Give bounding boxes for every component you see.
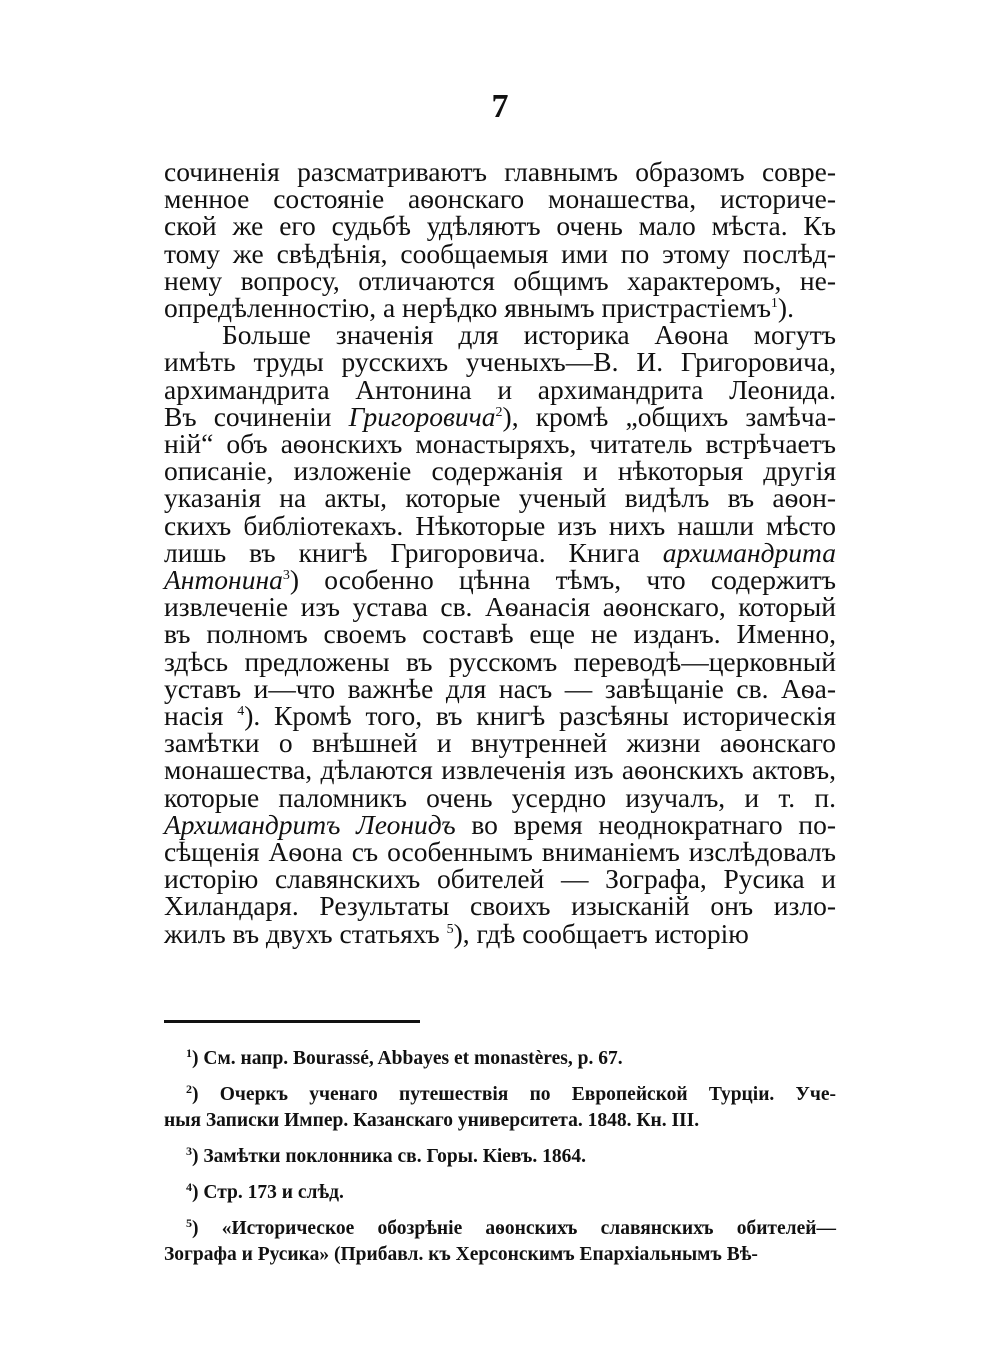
footnote-text: Замѣтки поклонника св. Горы. Кіевъ. 1864.: [203, 1146, 586, 1167]
text-line: [164, 455, 836, 487]
line-text: замѣтки о внѣшней и внутренней жизни аѳонскаго: [164, 727, 836, 759]
footnote-number: 4: [186, 1180, 192, 1194]
text-line: [164, 183, 836, 215]
line-text-after: ). Кромѣ того, въ книгѣ разсѣяны историческія: [244, 700, 836, 732]
italic-name: Архимандритъ Леонидъ: [164, 808, 456, 840]
footnote-number: 3: [186, 1144, 192, 1158]
footnote: [164, 1144, 836, 1170]
text-line: [164, 428, 836, 460]
text-line: [164, 237, 836, 269]
line-text: въ полномъ своемъ составѣ еще не изданъ. Именно,: [164, 618, 836, 650]
footnote-text: Зографа и Русика» (Прибавл. къ Херсонскимъ Епархіальнымъ Вѣ-: [164, 1244, 758, 1265]
line-text: нему вопросу, отличаются общимъ характеромъ, не-: [164, 264, 836, 296]
footnote-text: ныя Записки Импер. Казанскаго университета. 1848. Кн. III.: [164, 1110, 700, 1131]
line-text: лишь въ книгѣ Григоровича. Книга: [164, 536, 663, 568]
footnote-ref: 3: [282, 568, 290, 584]
text-line: [164, 292, 836, 324]
italic-name: Антонина: [164, 564, 283, 596]
footnote: [164, 1180, 836, 1206]
line-text: сѣщенія Аѳона съ особеннымъ вниманіемъ изслѣдовалъ: [164, 836, 836, 868]
line-text-after: во время неоднократнаго по-: [455, 808, 836, 840]
line-text: здѣсь предложены въ русскомъ переводѣ—церковный: [164, 645, 836, 677]
line-text: жилъ въ двухъ статьяхъ: [164, 917, 447, 949]
line-text: которые паломникъ очень усердно изучалъ, и т. п.: [164, 781, 836, 813]
line-text: насія: [164, 700, 238, 732]
page-number: 7: [491, 88, 509, 125]
text-line: [164, 618, 836, 650]
italic-name: Григоровича: [348, 400, 496, 432]
line-text: имѣть труды русскихъ ученыхъ—В. И. Григоровича,: [164, 346, 836, 378]
text-line: [164, 591, 836, 623]
footnote-number: 1: [186, 1046, 192, 1060]
text-line: [164, 564, 836, 596]
line-text: ній“ объ аѳонскихъ монастыряхъ, читатель встрѣчаетъ: [164, 428, 836, 460]
footnote-ref: 5: [446, 921, 454, 937]
line-text: опредѣленностію, а нерѣдко явнымъ пристрастіемъ: [164, 292, 771, 324]
line-text: указанія на акты, которые ученый видѣлъ въ аѳон-: [164, 482, 836, 514]
footnote-line: $^3$) Замѣтки поклонника св. Горы. Кіевъ. 1864.: [186, 1144, 586, 1167]
line-text: Хиландаря. Результаты своихъ изысканій онъ изло-: [164, 890, 836, 922]
line-text: извлеченіе изъ устава св. Аѳанасія аѳонскаго, который: [164, 591, 836, 623]
line-text: монашества, дѣлаются извлеченія изъ аѳонскихъ актовъ,: [164, 754, 836, 786]
text-line: [164, 917, 836, 949]
line-text-after: ) особенно цѣнна тѣмъ, что содержитъ: [289, 564, 836, 596]
text-line: [164, 754, 836, 786]
text-line: [164, 346, 836, 378]
line-text: ской же его судьбѣ удѣляютъ очень мало мѣста. Къ: [164, 210, 836, 242]
text-line: [164, 781, 836, 813]
footnote-line: $^1$) См. напр. Bourassé, Abbayes et monastères, p. 67.: [186, 1046, 623, 1069]
footnote-ref: 1: [770, 296, 778, 312]
text-line: [164, 645, 836, 677]
line-text: исторію славянскихъ обителей — Зографа, Русика и: [164, 863, 836, 895]
footnote-line: $^5$) «Историческое обозрѣніе аѳонскихъ славянскихъ обителей—: [186, 1216, 836, 1239]
line-text: архимандрита Антонина и архимандрита Леонида.: [164, 373, 836, 405]
footnote-text: См. напр. Bourassé, Abbayes et monastères, p. 67.: [203, 1048, 623, 1069]
text-line: [164, 482, 836, 514]
text-line: [164, 373, 836, 405]
footnote-ref: 4: [237, 704, 245, 720]
text-line: [164, 672, 836, 704]
line-text: уставъ и—что важнѣе для насъ — завѣщаніе св. Аѳа-: [164, 672, 836, 704]
text-line: [164, 264, 836, 296]
text-line: [164, 536, 836, 568]
text-line: [164, 400, 836, 432]
line-text: описаніе, изложеніе содержанія и нѣкоторыя другія: [164, 455, 836, 487]
footnote-line: $^2$) Очеркъ ученаго путешествія по Европейской Турціи. Уче-: [186, 1082, 837, 1105]
footnote-line: $^4$) Стр. 173 и слѣд.: [186, 1180, 344, 1203]
line-text: тому же свѣдѣнія, сообщаемыя ими по этому послѣд-: [164, 237, 836, 269]
footnotes: [164, 1046, 836, 1278]
text-line: [164, 727, 836, 759]
footnote: [164, 1046, 836, 1072]
footnote-text: Очеркъ ученаго путешествія по Европейской Турціи. Уче-: [219, 1084, 837, 1105]
footnote: [164, 1216, 836, 1268]
line-text: менное состояніе аѳонскаго монашества, историче-: [164, 183, 836, 215]
footnote-divider: [164, 1020, 420, 1023]
text-line: [164, 808, 836, 840]
line-text-after: ).: [777, 292, 794, 324]
footnote-number: 2: [186, 1082, 192, 1096]
footnote-line: [164, 1242, 836, 1268]
footnote-number: 5: [186, 1216, 192, 1230]
text-line: [164, 836, 836, 868]
footnote: [164, 1082, 836, 1134]
text-line: [164, 890, 836, 922]
line-text-after: ), кромѣ „общихъ замѣча-: [502, 400, 836, 432]
text-line: [164, 158, 836, 185]
footnote-text: «Историческое обозрѣніе аѳонскихъ славянскихъ обителей—: [221, 1218, 836, 1239]
main-text: [164, 158, 836, 947]
text-line: [164, 700, 836, 732]
footnote-text: Стр. 173 и слѣд.: [203, 1182, 344, 1203]
footnote-line: [164, 1108, 836, 1134]
footnote-ref: 2: [495, 404, 503, 420]
text-line: [164, 319, 836, 351]
line-text: Больше значенія для историка Аѳона могутъ: [222, 319, 836, 351]
line-text: Въ сочиненіи: [164, 400, 349, 432]
text-line: [164, 509, 836, 541]
line-text: скихъ библіотекахъ. Нѣкоторые изъ нихъ нашли мѣсто: [164, 509, 836, 541]
line-text: сочиненія разсматриваютъ главнымъ образомъ совре-: [164, 156, 836, 187]
text-line: [164, 863, 836, 895]
text-line: [164, 210, 836, 242]
italic-name: архимандрита: [662, 536, 836, 568]
line-text-after: ), гдѣ сообщаетъ исторію: [453, 917, 749, 949]
